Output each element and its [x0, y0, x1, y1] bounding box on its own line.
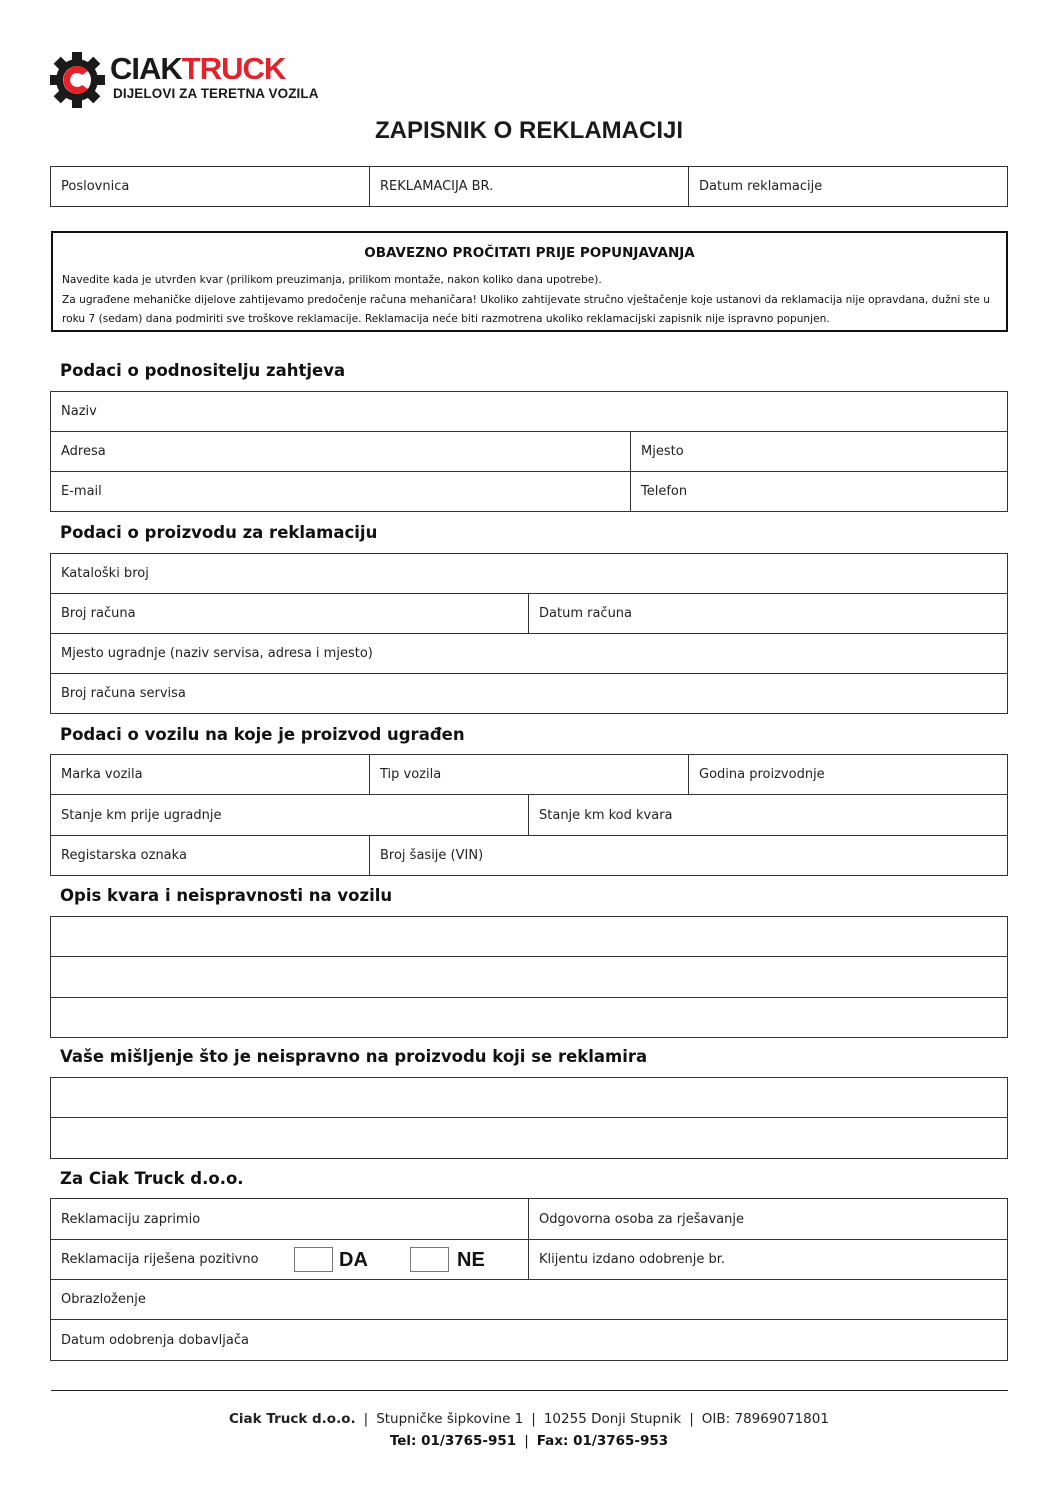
footer-company: Ciak Truck d.o.o. [229, 1411, 356, 1427]
odgovorna-osoba-field[interactable] [528, 1198, 1008, 1240]
broj-racuna-label: Broj računa [61, 606, 136, 621]
footer-divider [51, 1390, 1008, 1391]
odobrenje-br-field[interactable] [528, 1239, 1008, 1280]
footer-separator: | [689, 1411, 694, 1427]
datum-reklamacije-label: Datum reklamacije [699, 179, 823, 194]
footer-separator: | [531, 1411, 536, 1427]
mjesto-field[interactable] [630, 431, 1008, 472]
datum-odobrenja-field[interactable] [50, 1319, 1008, 1361]
da-label: DA [339, 1249, 368, 1271]
km-prije-ugradnje-label: Stanje km prije ugradnje [61, 807, 222, 823]
footer-city: 10255 Donji Stupnik [543, 1411, 682, 1427]
broj-sasije-field[interactable] [369, 835, 1008, 876]
tip-vozila-label: Tip vozila [380, 767, 442, 782]
marka-vozila-label: Marka vozila [61, 767, 143, 782]
datum-reklamacije-field[interactable] [688, 166, 1008, 207]
naziv-label: Naziv [61, 404, 97, 419]
footer-separator: | [363, 1411, 369, 1427]
mjesto-label: Mjesto [641, 444, 684, 459]
registarska-oznaka-label: Registarska oznaka [61, 848, 187, 863]
notice-text [62, 271, 997, 330]
broj-sasije-label: Broj šasije (VIN) [380, 848, 484, 863]
da-checkbox[interactable] [294, 1247, 333, 1272]
footer-fax: Fax: 01/3765-953 [536, 1433, 669, 1449]
reklamacija-br-label: REKLAMACIJA BR. [380, 179, 494, 194]
section-heading-vehicle: Podaci o vozilu na koje je proizvod ugrađen [60, 725, 465, 744]
telefon-label: Telefon [641, 484, 688, 499]
section-heading-opinion: Vaše mišljenje što je neispravno na proizvodu koji se reklamira [60, 1047, 648, 1066]
notice-line: Za ugrađene mehaničke dijelove zahtijevamo predočenje računa mehaničara! Ukoliko zahtijevate stručno vještačenje koje ustanovi da reklamacija nije opravdana, dužni ste u [62, 293, 990, 306]
section-heading-fault: Opis kvara i neispravnosti na vozilu [60, 886, 393, 905]
brand-part-truck: TRUCK [181, 51, 286, 86]
tip-vozila-field[interactable] [369, 754, 689, 795]
misljenje-line[interactable] [50, 1077, 1008, 1118]
registarska-oznaka-field[interactable] [50, 835, 370, 876]
odobrenje-br-label: Klijentu izdano odobrenje br. [539, 1252, 726, 1267]
ne-checkbox[interactable] [410, 1247, 449, 1272]
notice-line: Navedite kada je utvrđen kvar (prilikom preuzimanja, prilikom montaže, nakon koliko dana upotrebe). [62, 274, 602, 286]
notice-title: OBAVEZNO PROČITATI PRIJE POPUNJAVANJA [364, 245, 695, 261]
telefon-field[interactable] [630, 471, 1008, 512]
odgovorna-osoba-label: Odgovorna osoba za rješavanje [539, 1211, 744, 1227]
document-title: ZAPISNIK O REKLAMACIJI [374, 117, 683, 144]
km-kod-kvara-label: Stanje km kod kvara [539, 807, 673, 823]
footer-contact-line [0, 1433, 1058, 1449]
footer-tel: Tel: 01/3765-951 [389, 1433, 517, 1449]
section-heading-product: Podaci o proizvodu za reklamaciju [60, 523, 378, 542]
naziv-field[interactable] [50, 391, 1008, 432]
poslovnica-label: Poslovnica [61, 179, 130, 194]
adresa-label: Adresa [61, 444, 106, 459]
brand-part-ciak: CIAK [110, 51, 182, 86]
reklamacija-br-field[interactable] [369, 166, 689, 207]
section-heading-company: Za Ciak Truck d.o.o. [60, 1169, 244, 1188]
kataloski-broj-label: Kataloški broj [61, 566, 149, 581]
footer-address-line [0, 1411, 1058, 1427]
godina-proizvodnje-field[interactable] [688, 754, 1008, 795]
ne-label: NE [457, 1249, 485, 1271]
opis-kvara-line[interactable] [50, 916, 1008, 957]
poslovnica-field[interactable] [50, 166, 370, 207]
broj-racuna-field[interactable] [50, 593, 529, 634]
footer-oib: OIB: 78969071801 [701, 1411, 829, 1427]
obrazlozenje-field[interactable] [50, 1279, 1008, 1320]
datum-racuna-label: Datum računa [539, 606, 633, 621]
footer-street: Stupničke šipkovine 1 [376, 1411, 524, 1427]
rijesena-pozitivno-row [50, 1239, 529, 1280]
kataloski-broj-field[interactable] [50, 553, 1008, 594]
datum-racuna-field[interactable] [528, 593, 1008, 634]
broj-racuna-servisa-label: Broj računa servisa [61, 686, 186, 701]
mjesto-ugradnje-field[interactable] [50, 633, 1008, 674]
notice-line: roku 7 (sedam) dana podmiriti sve troškove reklamacije. Reklamacija neće biti razmotrena ukoliko reklamacijski zapisnik nije ispravno popunjen. [62, 313, 830, 325]
datum-odobrenja-label: Datum odobrenja dobavljača [61, 1332, 249, 1348]
obrazlozenje-label: Obrazloženje [61, 1292, 146, 1307]
marka-vozila-field[interactable] [50, 754, 370, 795]
adresa-field[interactable] [50, 431, 631, 472]
section-heading-applicant: Podaci o podnositelju zahtjeva [60, 361, 346, 380]
reklamaciju-zaprimio-label: Reklamaciju zaprimio [61, 1211, 201, 1227]
email-field[interactable] [50, 471, 631, 512]
broj-racuna-servisa-field[interactable] [50, 673, 1008, 714]
email-label: E-mail [61, 484, 102, 499]
opis-kvara-line[interactable] [50, 997, 1008, 1038]
km-kod-kvara-field[interactable] [528, 794, 1008, 836]
rijesena-pozitivno-label: Reklamacija riješena pozitivno [61, 1252, 259, 1267]
brand-tagline: DIJELOVI ZA TERETNA VOZILA [113, 86, 319, 101]
km-prije-ugradnje-field[interactable] [50, 794, 529, 836]
brand-name [110, 53, 285, 84]
notice-box [51, 231, 1008, 332]
misljenje-line[interactable] [50, 1117, 1008, 1159]
godina-proizvodnje-label: Godina proizvodnje [699, 767, 825, 782]
mjesto-ugradnje-label: Mjesto ugradnje (naziv servisa, adresa i mjesto) [61, 646, 373, 661]
opis-kvara-line[interactable] [50, 956, 1008, 998]
footer-separator: | [524, 1433, 529, 1449]
reklamaciju-zaprimio-field[interactable] [50, 1198, 529, 1240]
